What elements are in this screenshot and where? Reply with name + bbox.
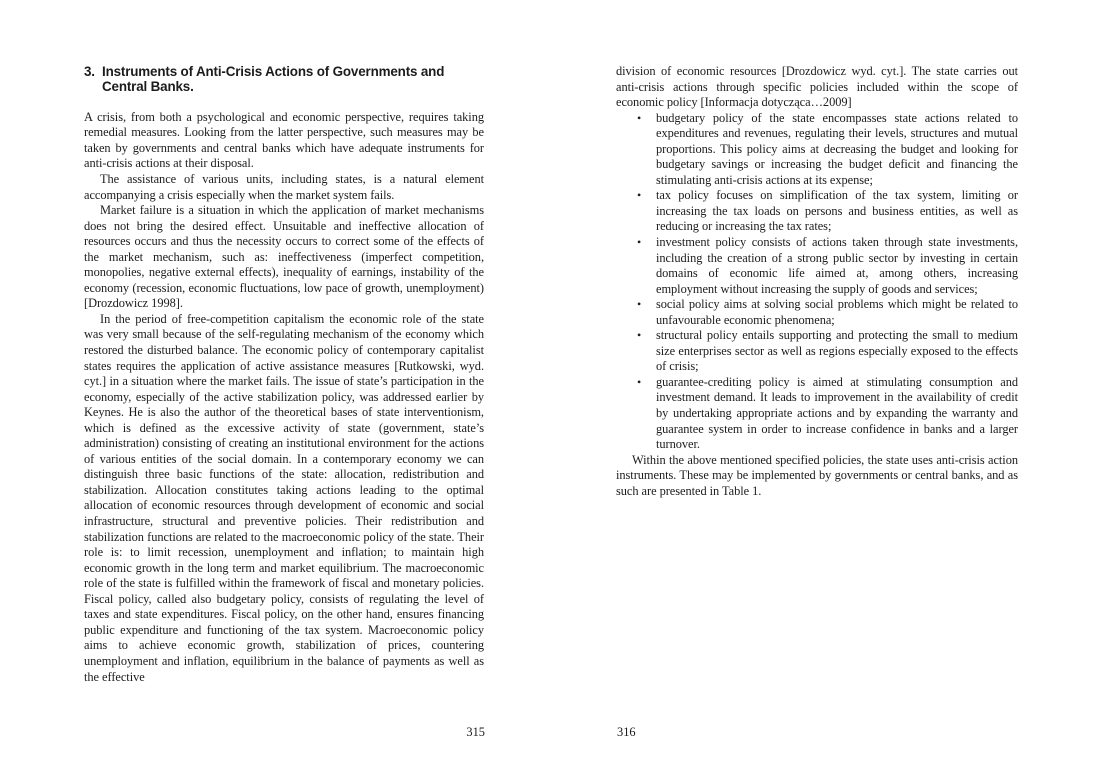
page-number-right: 316 — [617, 725, 636, 739]
list-item — [616, 111, 1018, 189]
section-number: 3. — [84, 64, 95, 79]
paragraph-1: A crisis, from both a psychological and economic perspective, requires taking remedial measures. Looking from the latter perspective, such measures may be taken by governments and central banks which have adequate instruments for anti-crisis actions at their disposal. — [84, 109, 484, 171]
section-title: Instruments of Anti-Crisis Actions of Governments and Central Banks. — [102, 64, 445, 95]
left-page — [84, 0, 484, 783]
bullet-icon: • — [637, 188, 642, 203]
paragraph-2: The assistance of various units, including states, is a natural element accompanying a crisis especially when the market system fails. — [84, 172, 484, 202]
bullet-icon: • — [637, 110, 642, 125]
list-item-text: investment policy consists of actions taken through state investments, including the creation of a strong public sector by investing in certain domains of economic life aimed at, among others, increasing employment without increasing the supply of goods and services; — [656, 235, 1018, 296]
list-item — [616, 297, 1018, 328]
paragraph-4: In the period of free-competition capitalism the economic role of the state was very small because of the self-regulating mechanism of the economy which restored the disturbed balance. The economic policy of contemporary capitalist states requires the application of active assistance measures [Rutkowski, wyd. cyt.] in a situation where the market fails. The issue of state’s participation in the economy, especially of the active stabilization policy, was addressed earlier by Keynes. He is also the author of the theoretical bases of state interventionism, which is defined as the excessive activity of state (government, state’s administration) consisting of creating an institutional environment for the actions of various entities of the social domain. In a contemporary economy we can distinguish three basic functions of the state: allocation, redistribution and stabilization. Allocation constitutes taking actions leading to the optimal allocation of economic resources through development of economic and social infrastructure, structural and preventive policies. Their redistribution and stabilization functions are related to the macroeconomic policy of the state. Their role is: to limit recession, unemployment and inflation; to maintain high economic growth in the long term and market equilibrium. The macroeconomic role of the state is fulfilled within the framework of fiscal and monetary policies. Fiscal policy, called also budgetary policy, consists of regulating the level of taxes and state expenditures. Fiscal policy, on the other hand, ensures financing public expenditure and functioning of the tax system. Macroeconomic policy aims to achieve economic growth, stabilization of prices, countering unemployment and inflation, equilibrium in the balance of payments as well as the effective — [84, 311, 484, 684]
policy-list — [616, 111, 1018, 453]
closing-paragraph: Within the above mentioned specified policies, the state uses anti-crisis action instruments. These may be implemented by governments or central banks, and as such are presented in Table 1. — [616, 452, 1018, 498]
list-item-text: guarantee-crediting policy is aimed at stimulating consumption and investment demand. It leads to improvement in the availability of credit by undertaking appropriate actions and by expanding the warranty and guarantee system in order to increase confidence in banks and a larger turnover. — [656, 374, 1018, 452]
section-heading — [84, 64, 484, 95]
right-page-text-column — [616, 64, 1018, 499]
right-page — [616, 0, 1018, 783]
bullet-icon: • — [637, 297, 642, 312]
paragraph-3: Market failure is a situation in which the application of market mechanisms does not bring the desired effect. Unsuitable and ineffective allocation of resources occurs and thus the necessity occurs to correct some of the effects of the market mechanism, such as: ineffectiveness (imperfect competition, monopolies, negative external effects), inequality of earnings, instability of the economy (recession, economic fluctuations, low pace of growth, unemployment) [Drozdowicz 1998]. — [84, 203, 484, 311]
list-item-text: budgetary policy of the state encompasses state actions related to expenditures and revenues, regulating their levels, structures and mutual proportions. This policy aims at decreasing the budget and looking for budgetary savings or increasing the budget deficit and financing the stimulating anti-crisis actions at its expense; — [656, 110, 1018, 187]
bullet-icon: • — [637, 374, 642, 389]
list-item-text: structural policy entails supporting and protecting the small to medium size enterprises sector as well as regions especially exposed to the effects of crisis; — [656, 328, 1018, 374]
list-item — [616, 235, 1018, 297]
list-item — [616, 375, 1018, 453]
left-page-text-column — [84, 64, 484, 685]
bullet-icon: • — [637, 328, 642, 343]
list-item-text: social policy aims at solving social problems which might be related to unfavourable economic phenomena; — [656, 297, 1018, 327]
bullet-icon: • — [637, 235, 642, 250]
page-number-left: 315 — [466, 725, 485, 739]
list-item — [616, 328, 1018, 375]
continued-paragraph: division of economic resources [Drozdowicz wyd. cyt.]. The state carries out anti-crisis actions through specific policies included within the scope of economic policy [Informacja dotycząca…2009] — [616, 64, 1018, 110]
list-item-text: tax policy focuses on simplification of the tax system, limiting or increasing the tax loads on persons and business entities, as well as reducing or increasing the tax rates; — [656, 188, 1018, 234]
list-item — [616, 188, 1018, 235]
